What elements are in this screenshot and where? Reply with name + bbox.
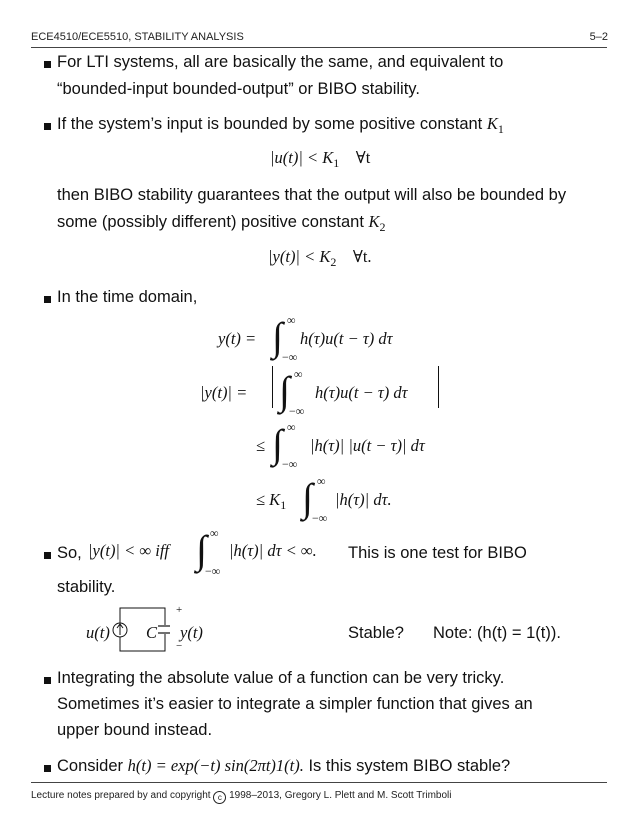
bullet-marker	[44, 296, 51, 303]
rc-circuit-diagram	[110, 605, 170, 655]
source-label: u(t)	[86, 623, 110, 642]
lower-limit: −∞	[205, 564, 221, 578]
lower-limit: −∞	[289, 404, 305, 418]
constant-k2: K	[368, 212, 380, 231]
upper-limit: ∞	[287, 313, 296, 327]
row1-lhs: y(t) =	[218, 329, 257, 348]
bullet-2-line-2: then BIBO stability guarantees that the output will also be bounded by	[57, 186, 567, 204]
bullet-5-line-3: upper bound instead.	[57, 721, 213, 739]
bullet-4-integrand: |h(τ)| dτ < ∞.	[229, 541, 317, 560]
constant-k2-subscript: 2	[379, 220, 386, 234]
bullet-2-line-3: some (possibly different) positive constant $K_2$	[57, 212, 386, 234]
bullet-4-tail: This is one test for BIBO	[348, 544, 527, 562]
integral-sign: ∫	[272, 314, 283, 359]
integral-sign: ∫	[302, 475, 313, 520]
plus-sign: +	[176, 604, 183, 616]
bullet-5-line-1: Integrating the absolute value of a function can be very tricky.	[57, 669, 505, 687]
upper-limit: ∞	[210, 526, 219, 540]
bullet-marker	[44, 61, 51, 68]
equation-output-bound: $|y(t)| < K_2$ ∀t.	[268, 247, 372, 269]
footer-rule	[31, 782, 607, 783]
bullet-marker	[44, 677, 51, 684]
bullet-3-line-1: In the time domain,	[57, 288, 198, 306]
constant-k1-subscript: 1	[497, 122, 504, 136]
footer-copyright: Lecture notes prepared by and copyright c 1998–2013, Gregory L. Plett and M. Scott Trimboli	[31, 790, 452, 802]
capacitor-label: C	[146, 623, 158, 642]
minus-sign: −	[176, 640, 183, 652]
impulse-response-expr: h(t) = exp(−t) sin(2πt)1(t).	[127, 756, 304, 775]
equation-input-bound: $|u(t)| < K_1$ ∀t	[270, 148, 371, 170]
lower-limit: −∞	[312, 511, 328, 525]
abs-bar-right	[438, 366, 439, 408]
bullet-4-so: So,	[57, 544, 82, 562]
integral-sign: ∫	[196, 527, 207, 572]
bullet-marker	[44, 552, 51, 559]
bullet-2-text: If the system’s input is bounded by some positive constant	[57, 115, 483, 133]
bullet-1-line-2: “bounded-input bounded-output” or BIBO stability.	[57, 80, 420, 98]
constant-k1: K	[486, 114, 498, 133]
bullet-5-line-2: Sometimes it’s easier to integrate a simpler function that gives an	[57, 695, 533, 713]
bullet-4-line-2: stability.	[57, 578, 116, 596]
row2-rhs: h(τ)u(t − τ) dτ	[315, 383, 408, 402]
lower-limit: −∞	[282, 350, 298, 364]
integral-sign: ∫	[272, 421, 283, 466]
header-rule	[31, 47, 607, 48]
row3-lhs: ≤	[256, 436, 266, 455]
copyright-icon: c	[213, 791, 226, 804]
row4-rhs: |h(τ)| dτ.	[335, 490, 392, 509]
row1-rhs: h(τ)u(t − τ) dτ	[300, 329, 393, 348]
upper-limit: ∞	[287, 420, 296, 434]
row2-lhs: |y(t)| =	[200, 383, 248, 402]
bullet-6-line-1: Consider h(t) = exp(−t) sin(2πt)1(t). Is this system BIBO stable?	[57, 756, 511, 775]
note-text: Note: (h(t) = 1(t)).	[433, 624, 561, 642]
row4-lhs: ≤ $K_1$	[256, 490, 287, 512]
output-label: y(t)	[180, 623, 203, 642]
page-number: 5–2	[589, 31, 608, 43]
integral-sign: ∫	[279, 368, 290, 413]
stable-question: Stable?	[348, 624, 404, 642]
abs-bar-left	[272, 366, 273, 408]
upper-limit: ∞	[294, 367, 303, 381]
bullet-1-line-1: For LTI systems, all are basically the same, and equivalent to	[57, 53, 504, 71]
bullet-marker	[44, 123, 51, 130]
bullet-2-line-1	[57, 112, 504, 137]
row3-rhs: |h(τ)| |u(t − τ)| dτ	[310, 436, 425, 455]
upper-limit: ∞	[317, 474, 326, 488]
bullet-marker	[44, 765, 51, 772]
bullet-4-condition: |y(t)| < ∞ iff	[88, 541, 169, 560]
running-header: ECE4510/ECE5510, STABILITY ANALYSIS	[31, 31, 244, 43]
lower-limit: −∞	[282, 457, 298, 471]
